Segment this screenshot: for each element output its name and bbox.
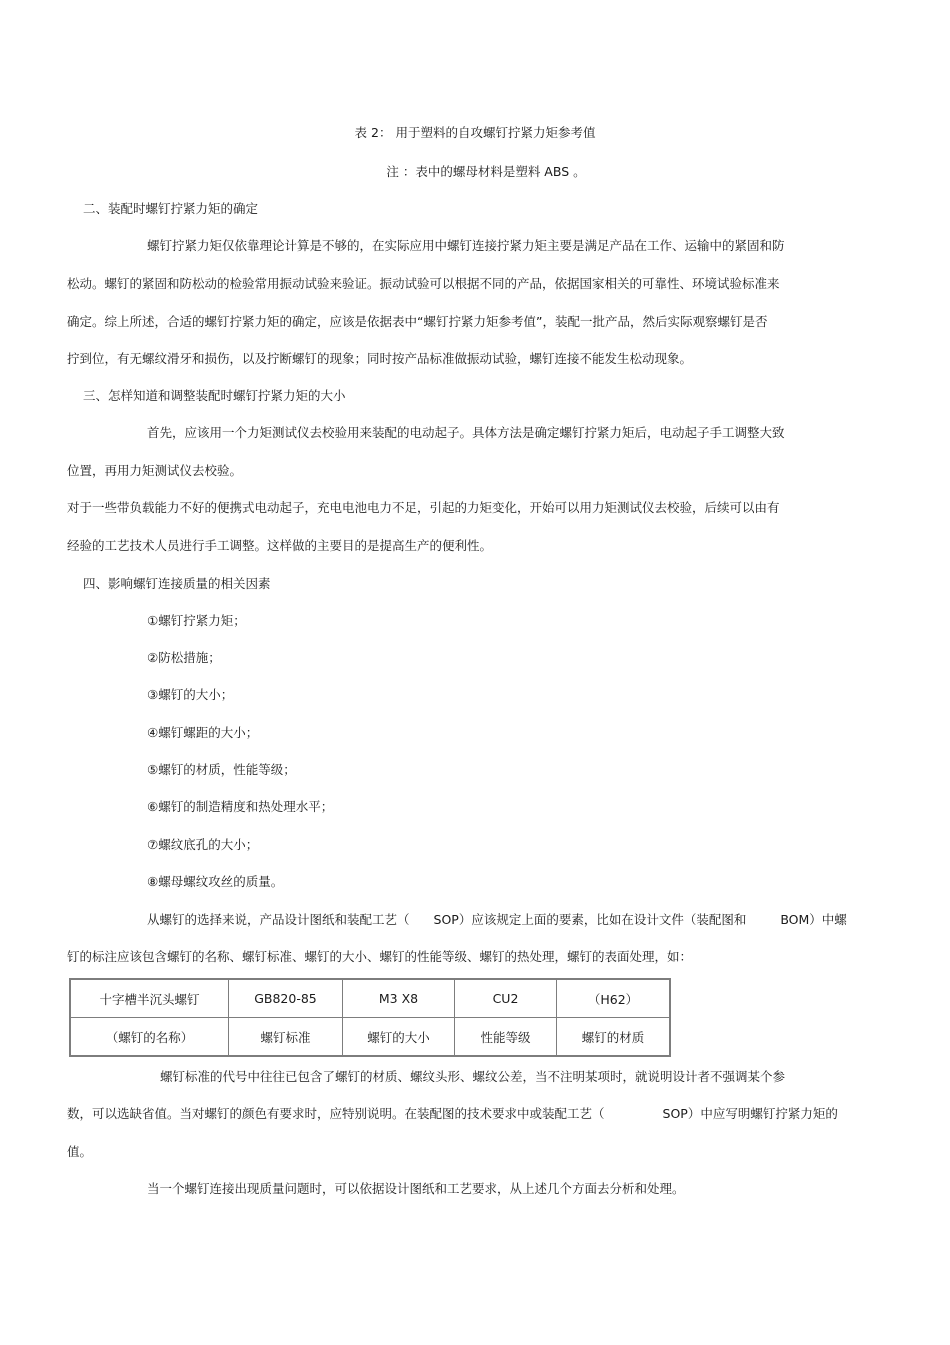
- section3-heading: 三、怎样知道和调整装配时螺钉拧紧力矩的大小: [83, 388, 346, 403]
- factor-item: ⑥螺钉的制造精度和热处理水平；: [147, 799, 334, 814]
- screw-spec-table: [69, 978, 671, 1057]
- closing-paragraph: 当一个螺钉连接出现质量问题时，可以依据设计图纸和工艺要求，从上述几个方面去分析和处理。: [147, 1181, 685, 1196]
- standard-paragraph-line-1: 螺钉标准的代号中往往已包含了螺钉的材质、螺纹头形、螺纹公差，当不注明某项时，就说明设计者不强调某个参: [160, 1069, 786, 1084]
- standard-text-a: 数，可以选缺省值。当对螺钉的颜色有要求时，应特别说明。在装配图的技术要求中或装配工艺（: [67, 1106, 605, 1121]
- table-cell: 螺钉的材质: [557, 1018, 671, 1057]
- table-caption-note: 注 ：表中的螺母材料是塑料 ABS 。: [386, 164, 586, 179]
- section3-line-4: 经验的工艺技术人员进行手工调整。这样做的主要目的是提高生产的便利性。: [67, 538, 493, 553]
- selection-text-a: 从螺钉的选择来说，产品设计图纸和装配工艺（: [147, 912, 410, 927]
- factor-item: ⑦螺纹底孔的大小；: [147, 837, 259, 852]
- standard-paragraph-line-2: [67, 1106, 838, 1122]
- section2-line-2: 松动。螺钉的紧固和防松动的检验常用振动试验来验证。振动试验可以根据不同的产品，依据国家相关的可靠性、环境试验标准来: [67, 276, 780, 291]
- selection-text-c: BOM）中螺: [780, 912, 847, 927]
- section3-line-3: 对于一些带负载能力不好的便携式电动起子，充电电池电力不足，引起的力矩变化，开始可以用力矩测试仪去校验，后续可以由有: [67, 500, 780, 515]
- section3-line-1: 首先，应该用一个力矩测试仪去校验用来装配的电动起子。具体方法是确定螺钉拧紧力矩后，电动起子手工调整大致: [147, 425, 785, 440]
- selection-paragraph-line-1: [147, 912, 847, 928]
- table-cell: 性能等级: [455, 1018, 557, 1057]
- table-cell: GB820-85: [229, 979, 343, 1018]
- factor-item: ⑧螺母螺纹攻丝的质量。: [147, 874, 284, 889]
- factor-item: ④螺钉螺距的大小；: [147, 725, 259, 740]
- table-cell: M3 X8: [343, 979, 455, 1018]
- factor-item: ①螺钉拧紧力矩；: [147, 613, 246, 628]
- section3-line-2: 位置，再用力矩测试仪去校验。: [67, 463, 243, 478]
- table-cell: （H62）: [557, 979, 671, 1018]
- section4-heading: 四、影响螺钉连接质量的相关因素: [83, 576, 271, 591]
- table-cell: （螺钉的名称）: [70, 1018, 229, 1057]
- section2-line-4: 拧到位，有无螺纹滑牙和损伤，以及拧断螺钉的现象；同时按产品标准做振动试验，螺钉连接不能发生松动现象。: [67, 351, 693, 366]
- selection-paragraph-line-2: 钉的标注应该包含螺钉的名称、螺钉标准、螺钉的大小、螺钉的性能等级、螺钉的热处理，螺钉的表面处理，如：: [67, 949, 693, 964]
- table-caption-title: 表 2： 用于塑料的自攻螺钉拧紧力矩参考值: [354, 125, 596, 140]
- table-cell: 螺钉标准: [229, 1018, 343, 1057]
- table-row: [70, 979, 670, 1018]
- standard-text-b: SOP）中应写明螺钉拧紧力矩的: [662, 1106, 838, 1121]
- table-row: [70, 1018, 670, 1057]
- selection-text-b: SOP）应该规定上面的要素，比如在设计文件（装配图和: [433, 912, 747, 927]
- standard-paragraph-line-3: 值。: [67, 1144, 93, 1159]
- factor-item: ③螺钉的大小；: [147, 687, 234, 702]
- table-cell: 螺钉的大小: [343, 1018, 455, 1057]
- section2-line-3: 确定。综上所述，合适的螺钉拧紧力矩的确定，应该是依据表中“螺钉拧紧力矩参考值”，装配一批产品，然后实际观察螺钉是否: [67, 314, 768, 329]
- factor-item: ⑤螺钉的材质，性能等级；: [147, 762, 296, 777]
- table-cell: CU2: [455, 979, 557, 1018]
- section2-heading: 二、装配时螺钉拧紧力矩的确定: [83, 201, 259, 216]
- table-cell: 十字槽半沉头螺钉: [70, 979, 229, 1018]
- factor-item: ②防松措施；: [147, 650, 221, 665]
- section2-line-1: 螺钉拧紧力矩仅依靠理论计算是不够的，在实际应用中螺钉连接拧紧力矩主要是满足产品在工作、运输中的紧固和防: [147, 238, 785, 253]
